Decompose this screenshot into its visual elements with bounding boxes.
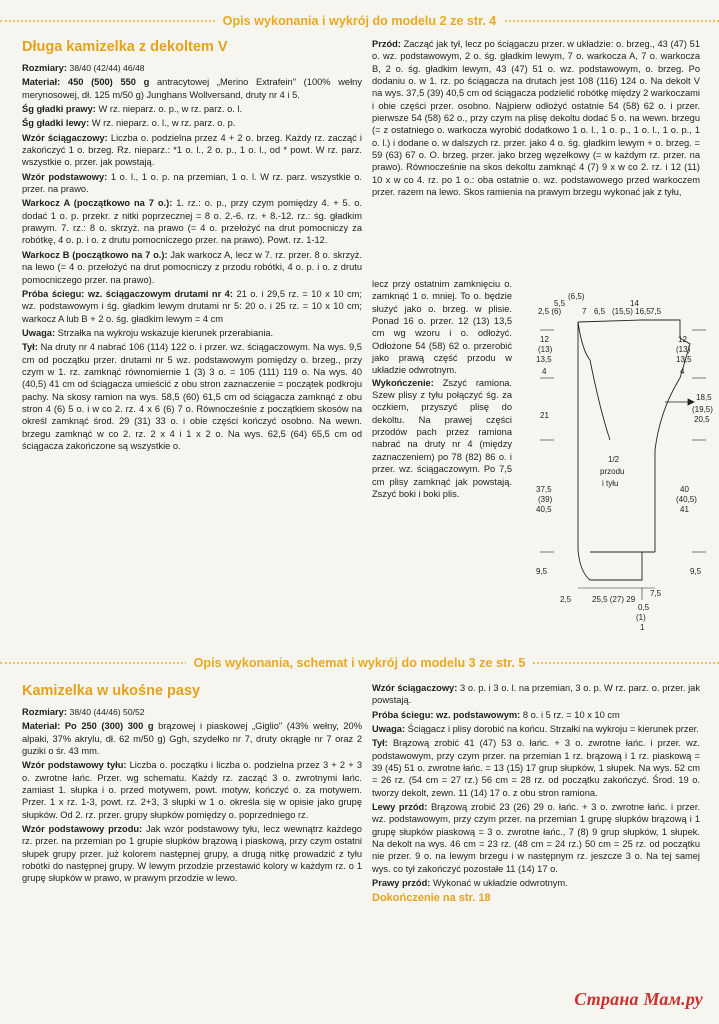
label-bottom: 1 — [640, 623, 645, 632]
label-bottom: 2,5 — [560, 595, 572, 604]
label: Warkocz B (początkowo na 7 o.): — [22, 249, 168, 260]
value: 38/40 (44/46) 50/52 — [69, 707, 145, 717]
label-right: 20,5 — [694, 415, 710, 424]
value: Jak warkocz A, lecz w 7. rz. przer. 8 o. skrzyż. na lewo (= 4 o. przełożyć na drut pomocniczy z przodu robótki, 4 o. p. i o. z drutu pomocniczego przer. na prawo). — [22, 249, 362, 285]
label-right: 12 — [678, 335, 687, 344]
label-right: (19,5) — [692, 405, 713, 414]
section-title: Opis wykonania, schemat i wykrój do modelu 3 ze str. 5 — [186, 656, 534, 670]
value: W rz. nieparz. o. l., w rz. parz. o. p. — [91, 118, 236, 129]
label-right: 41 — [680, 505, 689, 514]
paragraph-proba — [22, 288, 362, 325]
model-2-left-column — [22, 38, 362, 454]
label: Śg gładki prawy: — [22, 104, 96, 115]
label: Tył: — [372, 738, 388, 749]
label: Wzór podstawowy tyłu: — [22, 760, 127, 771]
section-header-model-3 — [0, 652, 719, 674]
label: Warkocz A (początkowo na 7 o.): — [22, 198, 173, 209]
label-left: (13) — [538, 345, 553, 354]
model-3-left-column — [22, 682, 362, 887]
label-center: i tyłu — [602, 479, 619, 488]
label-right: 18,5 — [696, 393, 712, 402]
label-bottom: 25,5 (27) 29 — [592, 595, 636, 604]
value: Strzałka na wykroju wskazuje kierunek przerabiania. — [57, 327, 274, 338]
label-top: 7,5 — [650, 307, 662, 316]
label: Wzór podstawowy przodu: — [22, 824, 143, 835]
label: Uwaga: — [372, 724, 406, 735]
value: 1 o. l., 1 o. p. na przemian, 1 o. l. W rz. parz. wszystkie o. przer. na prawo. — [22, 171, 363, 195]
paragraph-prawy-przod — [372, 877, 700, 889]
label: Próba ściegu: wz. podstawowym: — [372, 709, 521, 720]
label-right: 9,5 — [690, 567, 702, 576]
value: W rz. nieparz. o. p., w rz. parz. o. l. — [98, 104, 243, 115]
paragraph-przod — [372, 38, 700, 198]
label-bottom: 7,5 — [650, 589, 662, 598]
label-top: (15,5) 16,5 — [612, 307, 651, 316]
value: Zszyć ramiona. Szew plisy z tyłu połączyć śg. za oczkiem, przyszyć plisę do dekoltu. Na prawej części przodów pach przez ramiona nabrać na druty nr 4 (między zaznaczeniem) po 78 (82) 86 o. i przer. wz. ściągaczowym. Po 7,5 cm plisy zamknąć jak powstają. Zszyć boki i boki plis. — [372, 377, 512, 499]
paragraph-wzor-przodu — [22, 823, 362, 885]
paragraph-wzor-tylu — [22, 759, 362, 821]
label-left: 40,5 — [536, 505, 552, 514]
label-top: 2,5 (6) — [538, 307, 562, 316]
value: 1. rz.: o. p., przy czym pomiędzy 4. + 5. o. dodać 1 o. p. przekr. z nitki poprzecznej = 8 o. 2.-6. rz. + 8.-12. rz.: śg. gładkim prawym. 7. rz.: 8 o. skrzyż. na prawo (= 4 o. przełożyć na drut pomocniczy za robótkę, 4 o. p. i o. z drutu pomocniczego przer. na prawo). Powt. rz. 1-12. — [22, 198, 362, 246]
label-right: (40,5) — [676, 495, 697, 504]
label-right: 4 — [680, 367, 685, 376]
paragraph-wzor-sciagaczowy — [22, 132, 362, 169]
model-heading: Długa kamizelka z dekoltem V — [22, 39, 228, 55]
paragraph-sg-prawy — [22, 103, 362, 115]
label: Wykończenie: — [372, 377, 434, 388]
model-heading: Kamizelka w ukośne pasy — [22, 683, 201, 699]
paragraph-uwaga — [372, 723, 700, 735]
paragraph-warkocz-a — [22, 197, 362, 246]
paragraph-tyl — [22, 341, 362, 452]
label-left: 9,5 — [536, 567, 548, 576]
label-right: (13) — [676, 345, 691, 354]
outline-left — [578, 322, 642, 580]
diagram-svg — [530, 290, 719, 640]
value: 38/40 (42/44) 46/48 — [69, 63, 145, 73]
pattern-diagram — [530, 290, 719, 640]
shoulder-line — [578, 320, 642, 322]
label: Rozmiary: — [22, 707, 67, 717]
label-right: 13,5 — [676, 355, 692, 364]
label: Próba ściegu: wz. ściągaczowym drutami nr 4: — [22, 288, 233, 299]
label: Wzór ściągaczowy: — [22, 132, 108, 143]
value: Liczba o. początku i liczba o. podzielna przez 3 + 2 + 3 o. zwrotne łańc. Przer. wg schematu. Każdy rz. zacząć 3 o. zwrotnymi łańc. zamiast 1. słupka i o. przed motywem, powt. motyw, kończyć o. za motywem. Przer. 1 x rz. 1-3, powt. rz. 2+3, 3 słupki w 1 o. określa się w opisie jako grupę słupków. Od 2. rz. przer. grupy słupków pomiędzy o. poprzedniego rz. — [22, 760, 362, 820]
label: Wzór ściągaczowy: — [372, 683, 458, 693]
label-left: 37,5 — [536, 485, 552, 494]
value: 8 o. i 5 rz. = 10 x 10 cm — [522, 709, 620, 720]
value: antracytowej „Merino Extrafein" (100% wełny merynosowej, dł. 125 m/50 g) Junghans Wollversand, druty nr 4 i 5. — [22, 77, 362, 100]
label-top: 7 — [582, 307, 587, 316]
paragraph-rozmiary — [22, 62, 362, 74]
paragraph-wzor-sciagaczowy — [372, 682, 700, 707]
label: Śg gładki lewy: — [22, 118, 90, 129]
paragraph-warkocz-b — [22, 249, 362, 286]
paragraph-lewy-przod — [372, 801, 700, 875]
label-right: 40 — [680, 485, 689, 494]
label: Przód: — [372, 39, 401, 49]
value: Jak wzór podstawowy tyłu, lecz wewnątrz każdego rz. przer. na przemian po 1 grupie słupków brązową i piaskową, przy czym ostatni słupek grupy przer. już kolorem następnej grupy, a drugą nitkę prowadzić z tyłu robótki do następnej grupy. W lewym przodzie przestawić kolory w każdym rz. o 1 grupę słupków w prawo, w prawym przodzie w lewo. — [22, 824, 362, 884]
label-top: 6,5 — [594, 307, 606, 316]
label-left: 13,5 — [536, 355, 552, 364]
paragraph-uwaga — [22, 327, 362, 339]
label-center: przodu — [600, 467, 625, 476]
section-title: Opis wykonania i wykrój do modelu 2 ze str. 4 — [215, 14, 505, 28]
model-3-right-column — [372, 682, 700, 906]
continuation-link[interactable]: Dokończenie na str. 18 — [372, 891, 491, 904]
label-center: 1/2 — [608, 455, 620, 464]
label-left: (39) — [538, 495, 553, 504]
value: Zacząć jak tył, lecz po ściągaczu przer. w układzie: o. brzeg., 43 (47) 51 o. wz. podstawowym, 2 o. śg. gładkim lewym, 7 o. warkocza A, 7 o. warkocza B, 2 o. śg. gładkim lewym, 43 (47) 51 o. wz. podstawowym, o. brzeg. Po dodaniu o. w 1. rz. po ściągacza na drutach jest 108 (116) 124 o. Na dekolt V na wys. 37,5 (39) 40,5 cm od ściągacza podzielić robótkę między 2 warkoczami i obie części przer. osobno. Najpierw odłożyć ostatnie 54 (58) 62 o. i przer. pierwsze 54 (58) 62 o., przy czym na plisę dekoltu dodać 5 o. na wewn. brzegu (= z ostatniego o. warkocza wyrobić dodatkowo 1 o. l., 1 o. p., 1 o. l., 1 o. p., 1 o. l.) i dodane o. w dalszych rz. przer. jako 4 o. śg. gładkim lewym + o. brzeg. = 59 (63) 67 o. O. brzeg. przer. jako brzeg węzełkowy (= w każdym rz. przer. na prawo). Równocześnie na skos dekoltu zamknąć 4 (7) 9 x w co 2. rz. i 12 (11) 10 x w co 4. rz. po 1 o.: oba ostatnie o. wz. podstawowego przed warkoczem przer. razem na lewo. Skos ramienia na prawym brzegu wykonać jak z tyłu, — [372, 39, 700, 198]
paragraph-przod-cont: lecz przy ostatnim zamknięciu o. zamknąć 1 o. mniej. To o. będzie służyć jako o. brzeg. w plisie. Ponad 16 o. przer. 12 (13) 13,5 cm wg wzoru i o. odłożyć. Odłożone 54 (58) 62 o. przerobić jako prawą część przodu w układzie odwrotnym. — [372, 279, 512, 376]
label: Rozmiary: — [22, 63, 67, 73]
paragraph-wykonczenie — [372, 377, 512, 500]
value: Wykonać w układzie odwrotnym. — [432, 878, 568, 889]
label: Materiał: Po 250 (300) 300 g — [22, 721, 154, 732]
label: Tył: — [22, 342, 38, 353]
value: brązowej i piaskowej „Giglio" (43% wełny, 20% alpaki, 37% akrylu, dł. 62 m/50 g) Ggh, szydełko nr 7, druty okrągłe nr 7 oraz 2 guziki o śr. 43 mm. — [22, 721, 362, 757]
paragraph-material — [22, 76, 362, 101]
value: 21 o. i 29,5 rz. = 10 x 10 cm; wz. podstawowym i śg. gładkim lewym drutami nr 5: 20 o. i 25 rz. = 10 x 10 cm; warkocz A lub B + 2 o. śg. gładkim lewym = 4 cm — [22, 288, 362, 324]
label: Lewy przód: — [372, 802, 428, 813]
value: Brązową zrobić 41 (47) 53 o. łańc. + 3 o. zwrotne łańc. i przer. wz. podstawowym, przy czym przer. na przemian 1 rz. brązową i 1 rz. piaskową = 39 (45) 51 o. zwrotne łańc. = 13 (15) 17 grup słupków, 1 słupek. Na wys. 52 cm = 26 rz. (54 cm = 27 rz.) 56 cm = 28 rz. od początku zakończyć. Środ. 19 o. tworzy dekolt, zewn. 11 (14) 17 o. z obu stron ramiona. — [372, 738, 700, 798]
value: Na druty nr 4 nabrać 106 (114) 122 o. i przer. wz. ściągaczowym. Na wys. 9,5 cm od początku przer. drutami nr 5 wz. podstawowym pomiędzy o. brzeg., przy czym w 1. rz. zamknąć równomiernie 1 (3) 3 o. = 105 (111) 119 o. Na wys. 40 (40,5) 41 cm od ściągacza umieścić z obu stron zaznaczenie = początek podkroju pachy. Na skosy ramion na wys. 58,5 (60) 61,5 cm od ściągacza zamknąć z obu stron 4 (6) 5 o. i w co 2. rz. 4 x 6 (6) 7 o. Równocześnie z początkiem skosów na określ zamknąć środ. 29 (31) 33 o. i obie części kończyć osobno. Na wewn. brzegu zamknąć w co 2. rz. 2 x 4 i 1 x 2 o. Na wys. 62,5 (64) 65,5 cm od ściągacza zakończone są wszystkie o. — [22, 342, 362, 451]
label-left: 21 — [540, 411, 549, 420]
value: Brązową zrobić 23 (26) 29 o. łańc. + 3 o. zwrotne łańc. i przer. wz. podstawowym, przy czym przer. na przemian 1 grupę słupków brązową i 1 grupę słupków piaskową = 3 o. zwrotne łańc., 7 (8) 9 grup słupków, 1 słupek. Na dekolt na wys. 46 cm = 23 rz. (48 cm = 24 rz.) 50 cm = 25 rz. od początku nie przer. 9 o. na lewym brzegu i w następnym rz. jeszcze 3 o. Na tej samej wys. co tył zakończyć pozostałe 11 (14) 17 o. — [372, 802, 701, 874]
section-header-model-2 — [0, 10, 719, 32]
label-left: 4 — [542, 367, 547, 376]
label-top: 5,5 — [554, 299, 566, 308]
value: Ściągacz i plisy dorobić na końcu. Strzałki na wykroju = kierunek przer. — [407, 724, 699, 735]
paragraph-material — [22, 720, 362, 757]
label-top: (6,5) — [568, 292, 585, 301]
label: Materiał: 450 (500) 550 g — [22, 77, 150, 88]
label-top: 14 — [630, 299, 639, 308]
label: Prawy przód: — [372, 878, 431, 889]
paragraph-wzor-podstawowy — [22, 171, 362, 196]
value: Liczba o. podzielna przez 4 + 2 o. brzeg. Każdy rz. zacząć i zakończyć 1 o. brzeg. Rz. nieparz.: *1 o. l., 2 o. p., 1 o. l., od * powt. W rz. parz. wszystkie o. przer. jak powstają. — [22, 132, 362, 168]
value: 3 o. p. i 3 o. l. na przemian, 3 o. p. W rz. parz. o. przer. jak powstają. — [372, 683, 700, 706]
neckline-curve — [578, 322, 610, 440]
model-2-narrow-column — [372, 278, 512, 500]
label: Wzór podstawowy: — [22, 171, 108, 182]
paragraph-proba — [372, 709, 700, 721]
paragraph-dokonczenie — [372, 892, 700, 904]
model-2-right-column — [372, 38, 700, 200]
label-bottom: 0,5 — [638, 603, 650, 612]
paragraph-sg-lewy — [22, 117, 362, 129]
paragraph-rozmiary — [22, 706, 362, 718]
paragraph-tyl — [372, 737, 700, 799]
site-watermark: Страна Мам.ру — [574, 989, 703, 1009]
label: Uwaga: — [22, 327, 56, 338]
label-left: 12 — [540, 335, 549, 344]
label-bottom: (1) — [636, 613, 646, 622]
